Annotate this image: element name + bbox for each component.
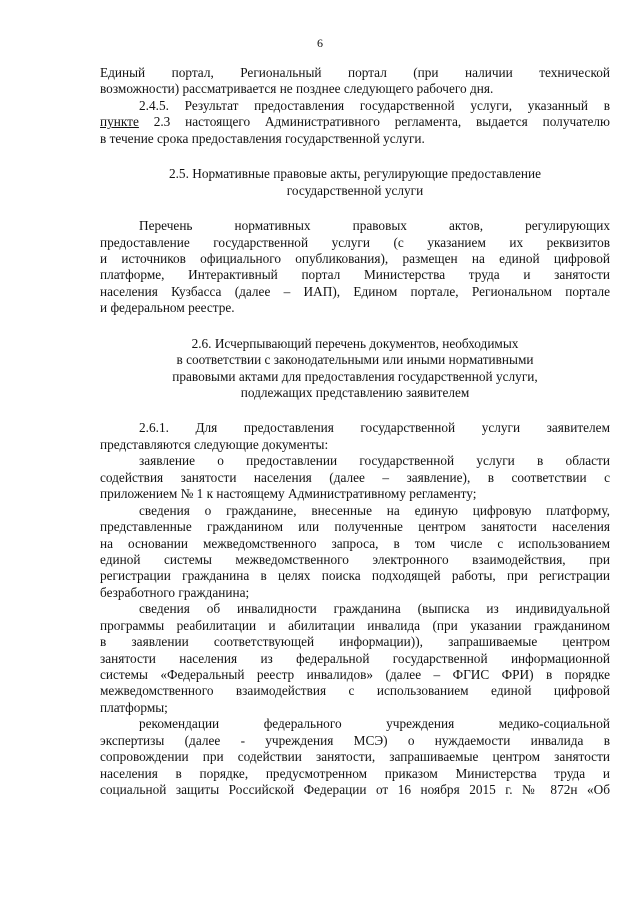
text-line: и источников официального опубликования), размещен на единой цифровой — [100, 250, 610, 266]
text-line: регистрации гражданина в целях поиска подходящей работы, при регистрации — [100, 568, 610, 584]
text-line: 2.5. Нормативные правовые акты, регулирующие предоставление — [168, 166, 542, 182]
text-line: платформы; — [100, 699, 168, 715]
text-line: представляются следующие документы: — [100, 436, 329, 452]
page-number: 6 — [317, 36, 323, 50]
text-line: и федеральном реестре. — [100, 300, 235, 316]
text-line: представленные гражданином или полученные центром занятости населения — [100, 519, 610, 535]
text-line: в заявлении соответствующей информации)), запрашиваемые центром — [100, 634, 610, 650]
section-heading-2-5 — [100, 166, 610, 199]
text-line: безработного гражданина; — [100, 584, 250, 600]
text-line: предоставление государственной услуги (с указанием их реквизитов — [100, 234, 610, 250]
text-line: 2.6. Исчерпывающий перечень документов, необходимых — [191, 335, 519, 351]
paragraph-continuation — [100, 65, 610, 98]
text-line: в течение срока предоставления государственной услуги. — [100, 130, 425, 146]
underlined-reference: пункте — [100, 114, 139, 130]
text-line: рекомендации федерального учреждения медико-социальной — [139, 716, 610, 732]
text-line: Единый портал, Региональный портал (при наличии технической — [100, 65, 610, 80]
text-line: приложением № 1 к настоящему Административному регламенту; — [100, 486, 477, 502]
paragraph-2-5 — [100, 218, 610, 317]
text-line: возможности) рассматривается не позднее следующего рабочего дня. — [100, 81, 494, 97]
text-line: межведомственного взаимодействия с использованием единой цифровой — [100, 683, 610, 699]
document-body — [100, 65, 610, 799]
paragraph-2-6-1 — [100, 420, 610, 798]
text-line: системы «Федеральный реестр инвалидов» (далее – ФГИС ФРИ) в порядке — [100, 667, 610, 682]
section-heading-2-6 — [100, 336, 610, 402]
text-line: государственной услуги — [286, 182, 424, 198]
text-line: сведения об инвалидности гражданина (выписка из индивидуальной — [139, 601, 610, 617]
text-line: сопровождении при содействии занятости, запрашиваемые центром занятости — [100, 749, 610, 765]
text-run: 2.3 настоящего Административного регламента, выдается получателю — [138, 114, 610, 130]
text-line: Перечень нормативных правовых актов, регулирующих — [139, 218, 610, 234]
text-line: правовыми актами для предоставления государственной услуги, — [172, 368, 538, 384]
text-line: 2.6.1. Для предоставления государственной услуги заявителем — [139, 420, 610, 436]
paragraph-2-4-5 — [100, 98, 610, 147]
text-line: социальной защиты Российской Федерации от 16 ноября 2015 г. № 872н «Об — [100, 782, 610, 798]
text-line: в соответствии с законодательными или иными нормативными — [176, 352, 534, 368]
text-line: на основании межведомственного запроса, в том числе с использованием — [100, 535, 610, 551]
text-line: населения в порядке, предусмотренном приказом Министерства труда и — [100, 765, 610, 781]
text-line: заявление о предоставлении государственной услуги в области — [139, 453, 610, 469]
text-line: сведения о гражданине, внесенные на единую цифровую платформу, — [139, 502, 610, 518]
text-line: программы реабилитации и абилитации инвалида (при указании гражданином — [100, 617, 610, 633]
text-line: платформе, Интерактивный портал Министерства труда и занятости — [100, 267, 610, 283]
text-line: населения Кузбасса (далее – ИАП), Едином портале, Региональном портале — [100, 283, 610, 299]
text-line: подлежащих представлению заявителем — [240, 385, 470, 400]
text-line: содействия занятости населения (далее – заявление), в соответствии с — [100, 469, 610, 485]
text-line — [100, 114, 610, 130]
text-line: экспертизы (далее - учреждения МСЭ) о нуждаемости инвалида в — [100, 732, 610, 748]
text-line: 2.4.5. Результат предоставления государственной услуги, указанный в — [139, 97, 610, 113]
text-line: единой системы межведомственного электронного взаимодействия, при — [100, 551, 610, 567]
text-line: занятости населения из федеральной государственной информационной — [100, 650, 610, 666]
